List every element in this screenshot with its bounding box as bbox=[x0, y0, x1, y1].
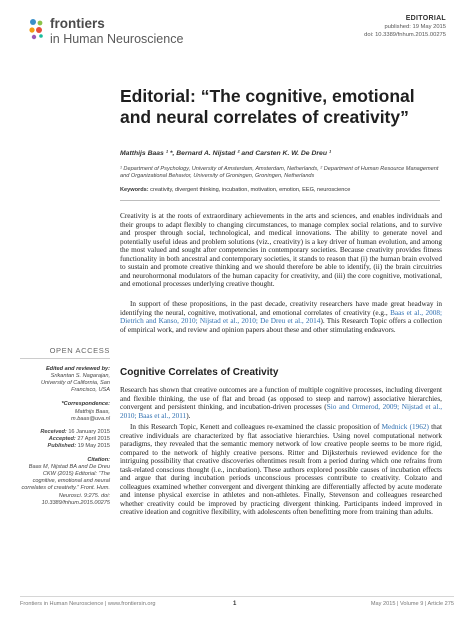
correspondence-email[interactable]: m.baas@uva.nl bbox=[71, 415, 110, 422]
edited-label: Edited and reviewed by: bbox=[45, 366, 110, 373]
correspondence-label: *Correspondence: bbox=[61, 401, 110, 408]
article-meta-header bbox=[364, 15, 446, 39]
body-paragraph-4 bbox=[120, 423, 442, 517]
published-label: Published: bbox=[47, 442, 77, 449]
footer-issue-info: May 2015 | Volume 9 | Article 275 bbox=[370, 601, 454, 607]
section-heading: Cognitive Correlates of Creativity bbox=[120, 367, 279, 378]
frontiers-logo-icon bbox=[28, 18, 46, 40]
footer-journal-link[interactable]: Frontiers in Human Neuroscience | www.frontiersin.org bbox=[20, 601, 156, 607]
brand-name: frontiers bbox=[50, 16, 105, 31]
journal-name: in Human Neuroscience bbox=[50, 32, 184, 46]
article-title: Editorial: “The cognitive, emotional and neural correlates of creativity” bbox=[120, 86, 415, 127]
paragraph-text: In this Research Topic, Kenett and colleagues re-examined the classic proposition of bbox=[130, 423, 382, 431]
paragraph-text: Research has shown that creative outcomes are a function of multiple cognitive processes, including divergent and flexible thinking, the use of flat and broad (as opposed to steep and narrow) associative hierarchies, convergent and persistent thinking, and incubation-driven processes ( bbox=[120, 386, 442, 411]
author-list: Matthijs Baas ¹ *, Bernard A. Nijstad ² and Carsten K. W. De Dreu ¹ bbox=[120, 150, 332, 157]
correspondence-name: Matthijs Baas, bbox=[74, 408, 110, 415]
footer-divider bbox=[20, 596, 454, 597]
open-access-label: OPEN ACCESS bbox=[20, 347, 110, 359]
article-dates bbox=[20, 429, 110, 450]
published-row bbox=[20, 443, 110, 450]
received-row bbox=[20, 429, 110, 436]
paragraph-text: Creativity is at the roots of extraordinary achievements in the arts and sciences, and enables individuals and their groups to adapt flexibly to changing circumstances, to manage complex social relations, and to survive and prosper through social, technological, and medical innovations. The ability to generate novel and potentially useful ideas and problem solutions (viz., creativity) is a key driver of human evolution, and among the most valued and sought after competencies in contemporary societies. Because creativity provides fitness functionality in both ancestral and contemporary societies, it stands to reason that (i) the human brain evolved to sustain and promote creative thinking and we should therefore be able to identify, (ii) the brain circuitries and neurohormonal modulators of the human capacity for creativity, and (iii) the core cognitive, motivational, and emotional processes underlying creative thought. bbox=[120, 212, 442, 288]
citation-link[interactable]: Baas et al., 2008; Dietrich and Kanso, 2010; Nijstad et al., 2010; De Dreu et al., 2014 bbox=[120, 308, 442, 325]
received-label: Received: bbox=[40, 428, 67, 435]
editor-name: Srikantan S. Nagarajan, bbox=[50, 373, 110, 380]
citation-text: Baas M, Nijstad BA and De Dreu CKW (2015) Editorial: “The cognitive, emotional and neural correlates of creativity.” Front. Hum. Neurosci. 9:275. doi: 10.3389/fnhum.2015.00275 bbox=[21, 464, 110, 506]
keywords bbox=[120, 187, 440, 193]
page-number: 1 bbox=[233, 601, 237, 607]
received-date: 16 January 2015 bbox=[68, 428, 110, 435]
affiliations: ¹ Department of Psychology, University of Amsterdam, Amsterdam, Netherlands, ² Department of Human Resource Management and Organizational Behavior, University of Groningen, Groningen, Netherlands bbox=[120, 166, 439, 180]
accepted-row bbox=[20, 436, 110, 443]
citation-label: Citation: bbox=[87, 457, 110, 464]
article-type: EDITORIAL bbox=[405, 15, 446, 22]
paragraph-text: ). bbox=[186, 411, 191, 420]
body-paragraph-2 bbox=[120, 300, 442, 334]
journal-logo[interactable] bbox=[28, 16, 188, 56]
published-date: published: 19 May 2015 bbox=[384, 24, 446, 30]
body-paragraph-3 bbox=[120, 386, 442, 420]
keywords-label: Keywords: bbox=[120, 187, 149, 193]
editor-affiliation: University of California, San Francisco, USA bbox=[40, 380, 110, 394]
title-divider bbox=[120, 200, 440, 201]
paragraph-text: that creative individuals are characterized by flat associative hierarchies. Using novel computational network paradigms, they revealed that the semantic memory network of low creative people seems to be more rigid, compared to the network of highly creative persons. Ritter and Dijksterhuis reviewed evidence for the intriguing possibility that creative discoveries oftentimes result from a period during which one refrains from task-related conscious thought (i.e., incubation). These authors explored possible causes of incubation effects and argue that during incubation periods unconscious processes contribute to creativity. Colzato and colleagues examined whether convergent and divergent thinking are differentially affected by acute moderate and intense physical exercise in athletes and non-athletes. Finally, Stevenson and colleagues researched whether creativity could be improved by practicing divergent thinking. Participants indeed improved in creative ideation and cognitive flexibility, with adolescents often benefitting more from training than adults. bbox=[120, 423, 442, 516]
body-paragraph-1 bbox=[120, 212, 442, 289]
citation-link[interactable]: Mednick (1962) bbox=[381, 423, 429, 431]
paragraph-text: ). This Research Topic offers a collection of empirical work, and review and opinion papers about these and other stimulating endeavors. bbox=[120, 317, 442, 334]
keywords-list: creativity, divergent thinking, incubation, motivation, emotion, EEG, neuroscience bbox=[150, 187, 351, 193]
published-date-sidebar: 19 May 2015 bbox=[77, 442, 110, 449]
article-info-sidebar bbox=[20, 347, 110, 507]
article-doi[interactable]: doi: 10.3389/fnhum.2015.00275 bbox=[364, 32, 446, 38]
citation-link[interactable]: Sio and Ormerod, 2009; Nijstad et al., 2010; Baas et al., 2011 bbox=[120, 403, 443, 420]
paragraph-text: In support of these propositions, in the past decade, creativity researchers have made great headway in identifying the neural, cognitive, motivational, and emotional correlates of creativity (e.g., bbox=[120, 300, 442, 317]
accepted-label: Accepted: bbox=[48, 435, 76, 442]
accepted-date: 27 April 2015 bbox=[77, 435, 110, 442]
